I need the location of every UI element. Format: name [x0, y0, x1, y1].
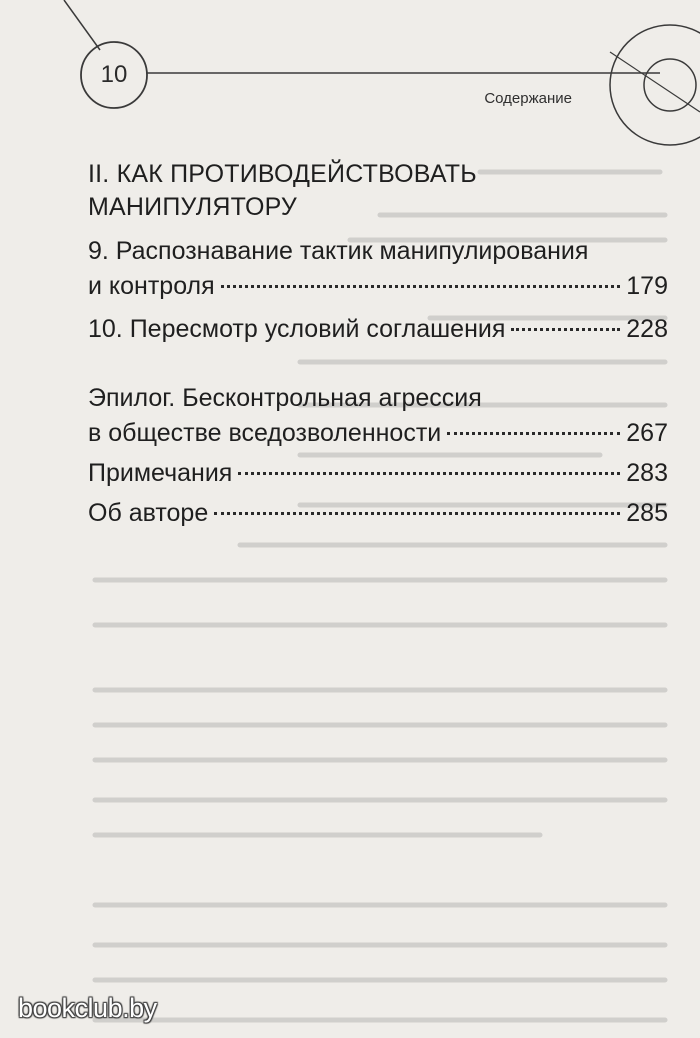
site-watermark: bookclub.by [18, 993, 157, 1023]
page-number: 10 [100, 61, 128, 88]
toc-entry-title: Примечания [88, 459, 233, 487]
dot-leader [511, 328, 620, 331]
toc-entry-title-cont: и контроля [88, 272, 215, 300]
section-heading-line: МАНИПУЛЯТОРУ [88, 193, 298, 221]
toc-entry-page: 285 [626, 499, 668, 527]
toc-entry[interactable] [88, 312, 668, 347]
toc-entry[interactable] [88, 381, 668, 451]
toc-entry[interactable] [88, 496, 668, 531]
section-heading-line: II. КАК ПРОТИВОДЕЙСТВОВАТЬ [88, 160, 477, 188]
toc-entry-title: Эпилог. Бесконтрольная агрессия [88, 384, 482, 412]
toc-entry-page: 228 [626, 315, 668, 343]
toc-entry-title: 10. Пересмотр условий соглашения [88, 315, 506, 343]
toc-entry[interactable] [88, 456, 668, 491]
toc-entry[interactable] [88, 234, 668, 304]
toc-entry-title: 9. Распознавание тактик манипулирования [88, 237, 589, 265]
table-of-contents [88, 158, 668, 531]
dot-leader [447, 432, 620, 435]
toc-entry-page: 179 [626, 272, 668, 300]
section-heading [88, 158, 668, 224]
running-head: Содержание [484, 90, 572, 107]
dot-leader [214, 512, 620, 515]
toc-entry-title-cont: в обществе вседозволенности [88, 419, 442, 447]
toc-entry-page: 283 [626, 459, 668, 487]
dot-leader [221, 285, 621, 288]
toc-entry-title: Об авторе [88, 499, 209, 527]
toc-entry-page: 267 [626, 419, 668, 447]
dot-leader [238, 472, 620, 475]
